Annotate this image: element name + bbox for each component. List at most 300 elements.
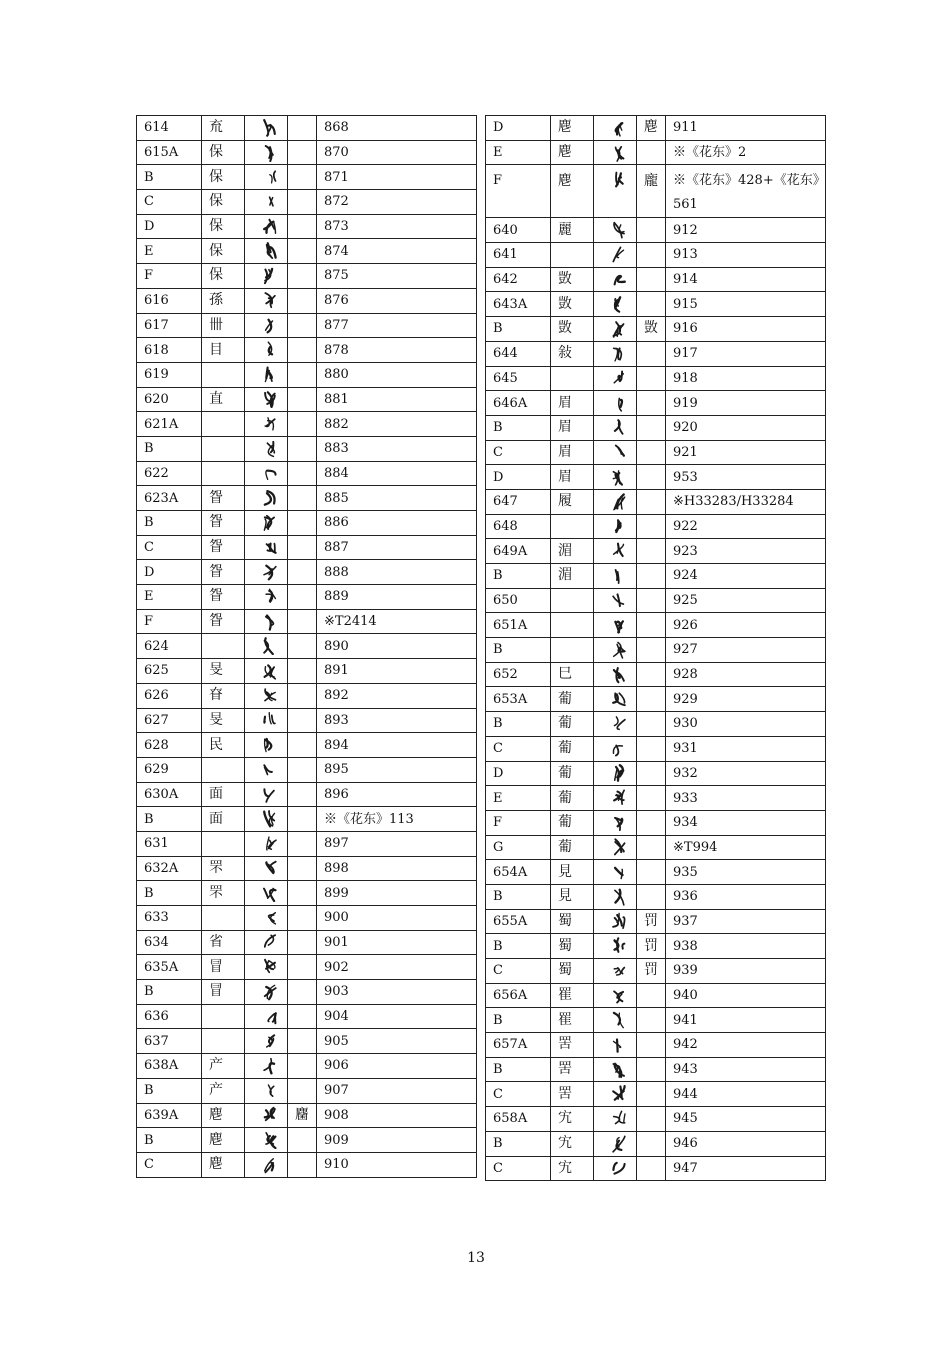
oracle-glyph-icon <box>245 1128 288 1153</box>
oracle-glyph-icon <box>245 140 288 165</box>
variant-character <box>637 140 666 165</box>
modern-character: 眢 <box>202 535 245 560</box>
modern-character: 保 <box>202 264 245 289</box>
entry-id: 620 <box>137 387 202 412</box>
oracle-glyph-icon <box>594 391 637 416</box>
modern-character: 旻 <box>202 659 245 684</box>
oracle-glyph-icon <box>245 1004 288 1029</box>
oracle-glyph-icon <box>594 1107 637 1132</box>
reference-number: 874 <box>317 239 477 264</box>
oracle-glyph-icon <box>594 810 637 835</box>
modern-character: 旻 <box>202 708 245 733</box>
reference-number: 870 <box>317 140 477 165</box>
reference-number: 886 <box>317 511 477 536</box>
entry-id: 616 <box>137 288 202 313</box>
reference-number: 940 <box>666 983 826 1008</box>
entry-id: 634 <box>137 930 202 955</box>
variant-character <box>288 634 317 659</box>
reference-number: 931 <box>666 736 826 761</box>
reference-number: 880 <box>317 362 477 387</box>
oracle-glyph-icon <box>245 362 288 387</box>
reference-number: 891 <box>317 659 477 684</box>
variant-character <box>637 810 666 835</box>
reference-number: 901 <box>317 930 477 955</box>
modern-character: 敳 <box>551 317 594 342</box>
variant-character <box>288 140 317 165</box>
entry-id: B <box>137 1128 202 1153</box>
reference-number: 896 <box>317 782 477 807</box>
oracle-glyph-icon <box>594 116 637 141</box>
modern-character: 眉 <box>551 391 594 416</box>
variant-character <box>288 930 317 955</box>
reference-number: 872 <box>317 190 477 215</box>
table-row <box>486 366 826 391</box>
table-row <box>486 489 826 514</box>
modern-character: 民 <box>202 733 245 758</box>
reference-number: 923 <box>666 539 826 564</box>
variant-character <box>288 881 317 906</box>
entry-id: 650 <box>486 588 551 613</box>
reference-number: 903 <box>317 980 477 1005</box>
modern-character <box>202 757 245 782</box>
modern-character: 巳 <box>551 662 594 687</box>
entry-id: B <box>137 436 202 461</box>
table-row <box>137 1004 477 1029</box>
reference-number: 937 <box>666 909 826 934</box>
table-row <box>137 313 477 338</box>
table-row <box>137 683 477 708</box>
table-row <box>486 514 826 539</box>
reference-number: 892 <box>317 683 477 708</box>
table-row <box>486 736 826 761</box>
entry-id: 618 <box>137 338 202 363</box>
entry-id: B <box>486 1008 551 1033</box>
reference-number: 890 <box>317 634 477 659</box>
variant-character <box>637 366 666 391</box>
reference-number: 889 <box>317 585 477 610</box>
reference-number: 936 <box>666 884 826 909</box>
table-row <box>486 959 826 984</box>
oracle-glyph-icon <box>594 489 637 514</box>
reference-number: 946 <box>666 1131 826 1156</box>
reference-number: 911 <box>666 116 826 141</box>
variant-character <box>637 489 666 514</box>
table-row <box>137 264 477 289</box>
modern-character: 罟 <box>551 1057 594 1082</box>
reference-number: 888 <box>317 560 477 585</box>
variant-character <box>288 1078 317 1103</box>
table-row <box>137 338 477 363</box>
oracle-glyph-icon <box>594 317 637 342</box>
entry-id: 615A <box>137 140 202 165</box>
entry-id: 614 <box>137 116 202 141</box>
entry-id: 630A <box>137 782 202 807</box>
modern-character: 保 <box>202 190 245 215</box>
modern-character: 葡 <box>551 761 594 786</box>
table-row <box>137 1128 477 1153</box>
entry-id: 658A <box>486 1107 551 1132</box>
entry-id: 632A <box>137 856 202 881</box>
entry-id: B <box>486 638 551 663</box>
modern-character: 冒 <box>202 980 245 1005</box>
oracle-glyph-icon <box>245 165 288 190</box>
oracle-glyph-icon <box>594 860 637 885</box>
table-row <box>486 140 826 165</box>
modern-character: 眢 <box>202 585 245 610</box>
variant-character <box>637 341 666 366</box>
oracle-glyph-icon <box>245 807 288 832</box>
table-row <box>137 1029 477 1054</box>
variant-character <box>637 440 666 465</box>
table-row <box>137 659 477 684</box>
left-index-table <box>136 115 477 1178</box>
entry-id: E <box>486 786 551 811</box>
oracle-glyph-icon <box>245 511 288 536</box>
left-table-body <box>137 116 477 1178</box>
entry-id: 627 <box>137 708 202 733</box>
modern-character: 葡 <box>551 810 594 835</box>
entry-id: 638A <box>137 1054 202 1079</box>
entry-id: 645 <box>486 366 551 391</box>
variant-character <box>637 564 666 589</box>
table-row <box>137 708 477 733</box>
table-row <box>137 436 477 461</box>
reference-number: 883 <box>317 436 477 461</box>
variant-character <box>637 243 666 268</box>
reference-number: 904 <box>317 1004 477 1029</box>
modern-character: 宄 <box>551 1156 594 1181</box>
table-row <box>486 1057 826 1082</box>
oracle-glyph-icon <box>594 959 637 984</box>
modern-character: 目 <box>202 338 245 363</box>
oracle-glyph-icon <box>594 440 637 465</box>
oracle-glyph-icon <box>594 341 637 366</box>
variant-character <box>288 733 317 758</box>
entry-id: E <box>137 585 202 610</box>
oracle-glyph-icon <box>594 415 637 440</box>
oracle-glyph-icon <box>245 659 288 684</box>
reference-number: 941 <box>666 1008 826 1033</box>
variant-character <box>637 1008 666 1033</box>
modern-character <box>202 362 245 387</box>
table-row <box>137 609 477 634</box>
table-row <box>137 288 477 313</box>
reference-number: 887 <box>317 535 477 560</box>
reference-number: ※T2414 <box>317 609 477 634</box>
oracle-glyph-icon <box>245 1054 288 1079</box>
table-row <box>137 535 477 560</box>
modern-character <box>202 1004 245 1029</box>
oracle-glyph-icon <box>245 980 288 1005</box>
table-row <box>486 786 826 811</box>
oracle-glyph-icon <box>594 934 637 959</box>
reference-number: 900 <box>317 906 477 931</box>
variant-character: 罚 <box>637 909 666 934</box>
variant-character <box>288 856 317 881</box>
modern-character: 麀 <box>551 165 594 218</box>
variant-character <box>288 906 317 931</box>
variant-character <box>288 214 317 239</box>
entry-id: 640 <box>486 218 551 243</box>
entry-id: E <box>137 239 202 264</box>
oracle-glyph-icon <box>245 313 288 338</box>
table-row <box>486 1008 826 1033</box>
table-row <box>486 243 826 268</box>
entry-id: 622 <box>137 461 202 486</box>
variant-character <box>288 338 317 363</box>
entry-id: C <box>137 190 202 215</box>
variant-character <box>637 638 666 663</box>
oracle-glyph-icon <box>594 1131 637 1156</box>
modern-character: 見 <box>551 860 594 885</box>
modern-character: 产 <box>202 1078 245 1103</box>
table-row <box>137 634 477 659</box>
entry-id: 619 <box>137 362 202 387</box>
oracle-glyph-icon <box>245 116 288 141</box>
reference-number: 912 <box>666 218 826 243</box>
oracle-glyph-icon <box>245 560 288 585</box>
variant-character <box>637 1107 666 1132</box>
oracle-glyph-icon <box>594 835 637 860</box>
modern-character: 蜀 <box>551 909 594 934</box>
reference-number: 873 <box>317 214 477 239</box>
entry-id: 633 <box>137 906 202 931</box>
variant-character <box>288 264 317 289</box>
table-row <box>137 807 477 832</box>
variant-character <box>288 387 317 412</box>
modern-character: 保 <box>202 239 245 264</box>
modern-character: 葡 <box>551 786 594 811</box>
entry-id: 623A <box>137 486 202 511</box>
table-row <box>486 909 826 934</box>
entry-id: B <box>137 881 202 906</box>
variant-character <box>288 362 317 387</box>
modern-character: 眢 <box>202 486 245 511</box>
reference-number: 929 <box>666 687 826 712</box>
reference-number: 926 <box>666 613 826 638</box>
modern-character: 保 <box>202 214 245 239</box>
oracle-glyph-icon <box>594 539 637 564</box>
table-row <box>486 1082 826 1107</box>
entry-id: B <box>486 884 551 909</box>
entry-id: F <box>486 810 551 835</box>
table-row <box>486 415 826 440</box>
oracle-glyph-icon <box>594 638 637 663</box>
reference-number: 910 <box>317 1152 477 1177</box>
entry-id: C <box>486 959 551 984</box>
modern-character <box>202 412 245 437</box>
variant-character <box>288 511 317 536</box>
reference-number: 934 <box>666 810 826 835</box>
oracle-glyph-icon <box>245 1103 288 1128</box>
right-table-body <box>486 116 826 1181</box>
modern-character: 䍜 <box>551 1008 594 1033</box>
oracle-glyph-icon <box>245 264 288 289</box>
modern-character <box>202 1029 245 1054</box>
modern-character: 保 <box>202 140 245 165</box>
modern-character: 麀 <box>202 1152 245 1177</box>
modern-character: 眢 <box>202 560 245 585</box>
variant-character <box>637 415 666 440</box>
table-row <box>137 190 477 215</box>
entry-id: B <box>486 317 551 342</box>
oracle-glyph-icon <box>245 461 288 486</box>
table-row <box>137 412 477 437</box>
variant-character <box>288 1152 317 1177</box>
reference-number: 916 <box>666 317 826 342</box>
variant-character <box>288 486 317 511</box>
table-row <box>137 560 477 585</box>
entry-id: 624 <box>137 634 202 659</box>
table-row <box>137 511 477 536</box>
entry-id: 657A <box>486 1033 551 1058</box>
modern-character: 面 <box>202 782 245 807</box>
entry-id: B <box>137 980 202 1005</box>
modern-character: 敳 <box>551 292 594 317</box>
variant-character <box>288 609 317 634</box>
entry-id: D <box>486 465 551 490</box>
reference-number: 902 <box>317 955 477 980</box>
reference-number: 907 <box>317 1078 477 1103</box>
variant-character <box>288 1004 317 1029</box>
variant-character <box>637 662 666 687</box>
table-row <box>486 292 826 317</box>
modern-character: 麀 <box>551 116 594 141</box>
entry-id: 631 <box>137 831 202 856</box>
oracle-glyph-icon <box>594 366 637 391</box>
variant-character <box>288 461 317 486</box>
variant-character <box>637 884 666 909</box>
entry-id: 642 <box>486 267 551 292</box>
oracle-glyph-icon <box>594 465 637 490</box>
table-row <box>486 539 826 564</box>
reference-number: 871 <box>317 165 477 190</box>
oracle-glyph-icon <box>245 757 288 782</box>
variant-character: 麕 <box>288 1103 317 1128</box>
table-row <box>137 116 477 141</box>
variant-character <box>637 588 666 613</box>
oracle-glyph-icon <box>245 585 288 610</box>
table-row <box>137 585 477 610</box>
table-row <box>486 440 826 465</box>
table-row <box>486 465 826 490</box>
table-row <box>137 930 477 955</box>
reference-number: 947 <box>666 1156 826 1181</box>
variant-character <box>288 585 317 610</box>
entry-id: D <box>137 214 202 239</box>
right-index-table <box>485 115 826 1181</box>
oracle-glyph-icon <box>245 239 288 264</box>
oracle-glyph-icon <box>245 906 288 931</box>
modern-character: 冒 <box>202 955 245 980</box>
table-row <box>137 165 477 190</box>
entry-id: 643A <box>486 292 551 317</box>
modern-character: 眉 <box>551 415 594 440</box>
reference-number: 876 <box>317 288 477 313</box>
reference-number: ※T994 <box>666 835 826 860</box>
oracle-glyph-icon <box>594 1057 637 1082</box>
oracle-glyph-icon <box>245 1152 288 1177</box>
modern-character: 見 <box>551 884 594 909</box>
modern-character: 宄 <box>551 1107 594 1132</box>
variant-character <box>288 757 317 782</box>
oracle-glyph-icon <box>594 1008 637 1033</box>
variant-character <box>288 165 317 190</box>
table-row <box>137 1152 477 1177</box>
oracle-glyph-icon <box>594 662 637 687</box>
oracle-glyph-icon <box>245 214 288 239</box>
reference-number: 877 <box>317 313 477 338</box>
oracle-glyph-icon <box>594 687 637 712</box>
reference-number: 932 <box>666 761 826 786</box>
entry-id: B <box>486 934 551 959</box>
reference-number: ※《花东》428+《花东》561 <box>666 165 826 218</box>
variant-character <box>637 514 666 539</box>
entry-id: 644 <box>486 341 551 366</box>
page-number: 13 <box>467 1250 485 1266</box>
reference-number: ※《花东》113 <box>317 807 477 832</box>
oracle-glyph-icon <box>245 708 288 733</box>
table-row <box>486 934 826 959</box>
variant-character <box>288 683 317 708</box>
reference-number: 930 <box>666 712 826 737</box>
modern-character: 眘 <box>202 683 245 708</box>
entry-id: C <box>137 1152 202 1177</box>
oracle-glyph-icon <box>594 514 637 539</box>
entry-id: F <box>486 165 551 218</box>
table-row <box>486 810 826 835</box>
oracle-glyph-icon <box>245 1029 288 1054</box>
entry-id: B <box>137 807 202 832</box>
reference-number: 881 <box>317 387 477 412</box>
oracle-glyph-icon <box>245 955 288 980</box>
modern-character: 葡 <box>551 712 594 737</box>
modern-character: 麀 <box>202 1128 245 1153</box>
table-row <box>137 1054 477 1079</box>
reference-number: 908 <box>317 1103 477 1128</box>
table-row <box>486 1156 826 1181</box>
modern-character: 蜀 <box>551 934 594 959</box>
reference-number: 882 <box>317 412 477 437</box>
entry-id: 652 <box>486 662 551 687</box>
reference-number: ※《花东》2 <box>666 140 826 165</box>
reference-number: 897 <box>317 831 477 856</box>
table-row <box>486 391 826 416</box>
table-row <box>137 387 477 412</box>
modern-character <box>202 906 245 931</box>
table-row <box>486 761 826 786</box>
entry-id: B <box>486 415 551 440</box>
oracle-glyph-icon <box>594 909 637 934</box>
variant-character <box>637 712 666 737</box>
reference-number: 942 <box>666 1033 826 1058</box>
variant-character <box>637 1131 666 1156</box>
modern-character: 保 <box>202 165 245 190</box>
modern-character <box>551 588 594 613</box>
table-row <box>486 165 826 218</box>
entry-id: F <box>137 264 202 289</box>
entry-id: 651A <box>486 613 551 638</box>
table-row <box>486 267 826 292</box>
oracle-glyph-icon <box>245 634 288 659</box>
variant-character <box>288 313 317 338</box>
variant-character <box>288 807 317 832</box>
variant-character: 龐 <box>637 165 666 218</box>
variant-character <box>637 761 666 786</box>
variant-character <box>637 465 666 490</box>
modern-character: 湄 <box>551 564 594 589</box>
oracle-glyph-icon <box>594 736 637 761</box>
